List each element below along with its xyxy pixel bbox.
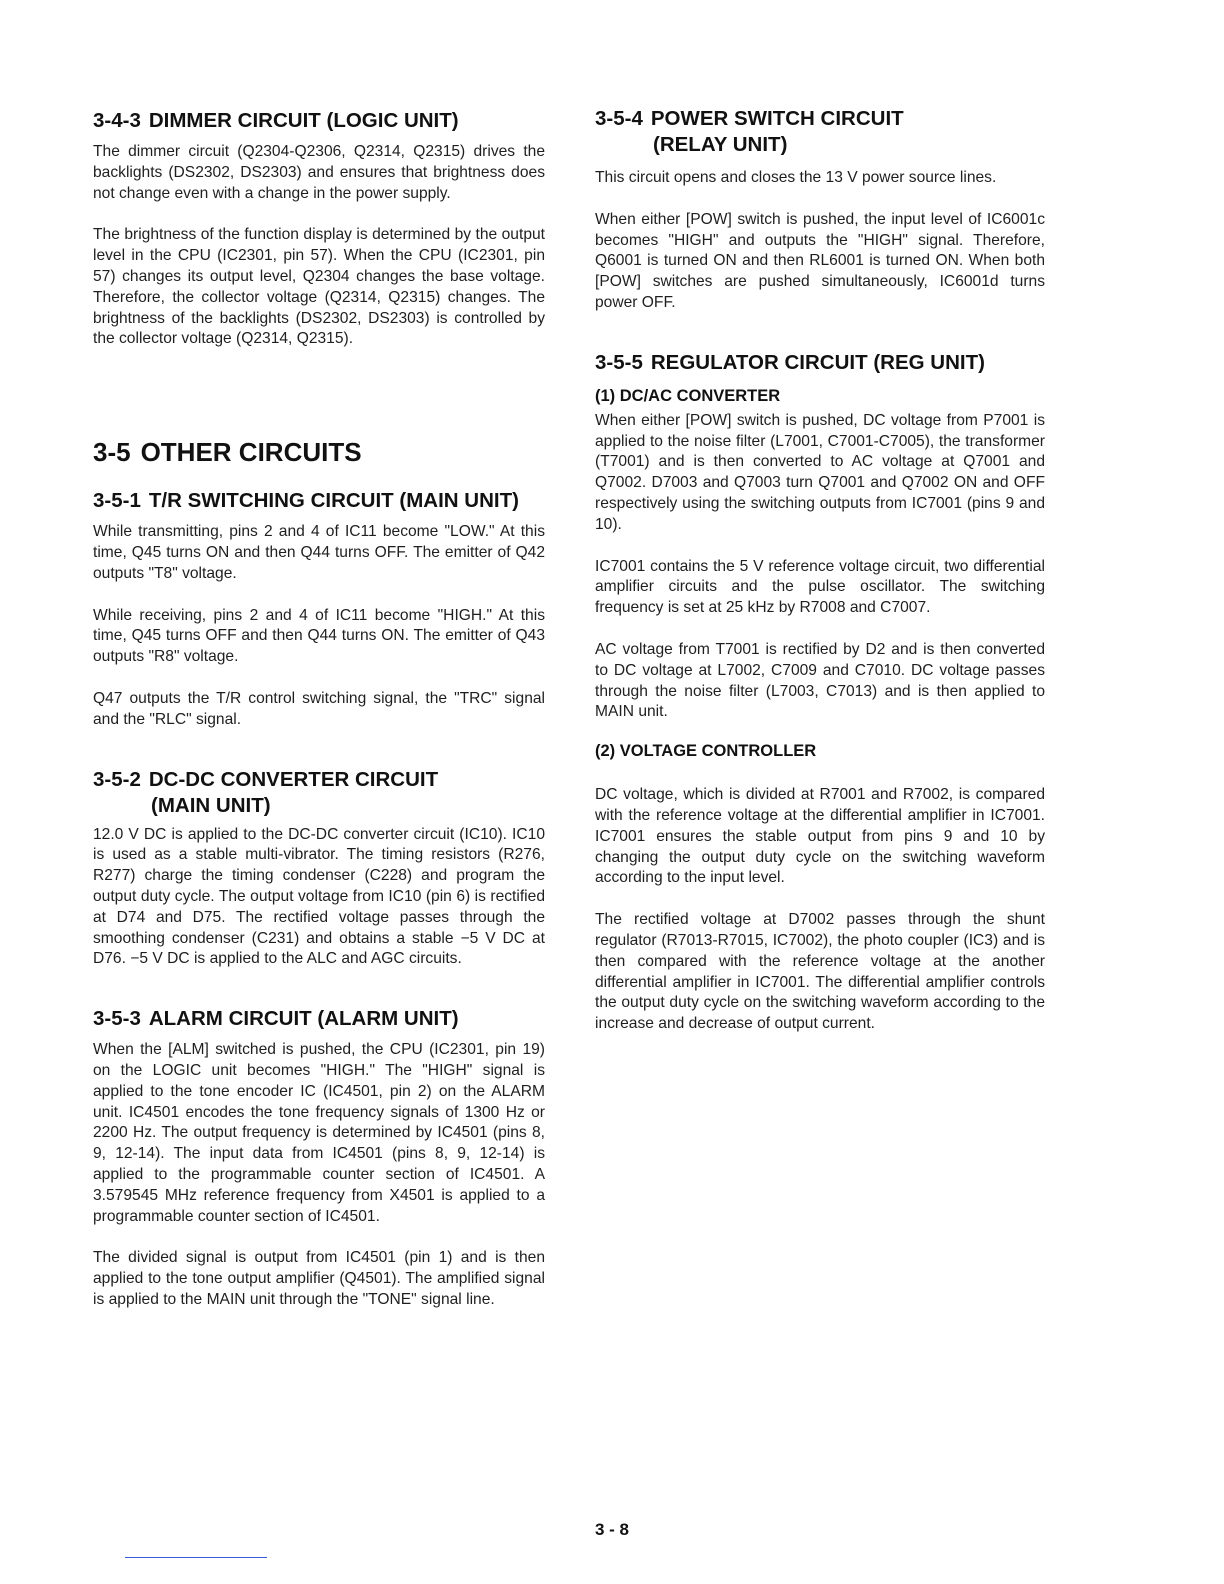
- paragraph: While transmitting, pins 2 and 4 of IC11 become "LOW." At this time, Q45 turns ON and then Q44 turns OFF. The emitter of Q42 outputs "T8" voltage.: [93, 523, 545, 582]
- section-3-5-2: [93, 767, 545, 971]
- paragraph: DC voltage, which is divided at R7001 and R7002, is compared with the reference voltage at the differential amplifier in IC7001. IC7001 ensures the stable output from pins 9 and 10 by changing the output duty cycle on the switching waveform according to the input level.: [595, 786, 1045, 887]
- section-heading: 3-5-2 DC-DC CONVERTER CIRCUIT (MAIN UNIT): [93, 767, 439, 817]
- paragraph: While receiving, pins 2 and 4 of IC11 become "HIGH." At this time, Q45 turns OFF and then Q44 turns ON. The emitter of Q43 outputs "R8" voltage.: [93, 606, 545, 666]
- section-3-4-3: [93, 108, 545, 350]
- paragraph: The rectified voltage at D7002 passes through the shunt regulator (R7013-R7015, IC7002), the photo coupler (IC3) and is then compared with the reference voltage at the another differential amplifier in IC7001. The differential amplifier controls the output duty cycle on the switching waveform according to the increase and decrease of output current.: [595, 911, 1045, 1033]
- paragraph: When either [POW] switch is pushed, DC voltage from P7001 is applied to the noise filter (L7001, C7001-C7005), the transformer (T7001) and is then converted to AC voltage at Q7001 and Q7002. D7003 and Q7003 turn Q7001 and Q7002 ON and OFF respectively using the switching outputs from IC7001 (pins 9 and 10).: [595, 411, 1045, 533]
- subsection-heading: (1) DC/AC CONVERTER: [595, 386, 781, 405]
- section-3-5-3: [93, 1006, 545, 1311]
- paragraph: This circuit opens and closes the 13 V power source lines.: [595, 169, 997, 186]
- footer-divider: [125, 1557, 267, 1558]
- section-3-5-4: [595, 106, 1045, 314]
- paragraph: The dimmer circuit (Q2304-Q2306, Q2314, Q2315) drives the backlights (DS2302, DS2303) and ensures that brightness does not change even with a change in the power supply.: [93, 143, 545, 202]
- paragraph: The brightness of the function display is determined by the output level in the CPU (IC2301, pin 57). When the CPU (IC2301, pin 57) changes its output level, Q2304 changes the base voltage. Therefore, the collector voltage (Q2314, Q2315) changes. The brightness of the backlights (DS2302, DS2303) is controlled by the collector voltage (Q2314, Q2315).: [93, 226, 545, 348]
- section-heading: 3-4-3 DIMMER CIRCUIT (LOGIC UNIT): [93, 109, 459, 132]
- section-heading: 3-5-1 T/R SWITCHING CIRCUIT (MAIN UNIT): [93, 489, 519, 513]
- section-3-5: [93, 436, 545, 468]
- section-3-5-5: [595, 350, 1045, 1035]
- paragraph: AC voltage from T7001 is rectified by D2 and is then converted to DC voltage at L7002, C7009 and C7010. DC voltage passes through the noise filter (L7003, C7013) and is then applied to MAIN unit.: [595, 640, 1045, 721]
- page-number: 3 - 8: [594, 1520, 630, 1539]
- section-heading: 3-5-3 ALARM CIRCUIT (ALARM UNIT): [93, 1007, 459, 1031]
- paragraph: When either [POW] switch is pushed, the input level of IC6001c becomes "HIGH" and outputs the "HIGH" signal. Therefore, Q6001 is turned ON and then RL6001 is turned ON. When both [POW] switches are pushed simultaneously, IC6001d turns power OFF.: [595, 210, 1045, 311]
- paragraph: The divided signal is output from IC4501 (pin 1) and is then applied to the tone output amplifier (Q4501). The amplified signal is applied to the MAIN unit through the "TONE" signal line.: [93, 1249, 545, 1308]
- section-heading: 3-5-4 POWER SWITCH CIRCUIT (RELAY UNIT): [595, 107, 904, 156]
- section-3-5-1: [93, 488, 545, 730]
- paragraph: IC7001 contains the 5 V reference voltage circuit, two differential amplifier circuits and the pulse oscillator. The switching frequency is set at 25 kHz by R7008 and C7007.: [595, 557, 1045, 617]
- paragraph: 12.0 V DC is applied to the DC-DC converter circuit (IC10). IC10 is used as a stable multi-vibrator. The timing resistors (R276, R277) charge the timing condenser (C228) and program the output duty cycle. The output voltage from IC10 (pin 6) is rectified at D74 and D75. The rectified voltage passes through the smoothing condenser (C231) and obtains a stable −5 V DC at D76. −5 V DC is applied to the ALC and AGC circuits.: [93, 825, 545, 968]
- right-column: [595, 106, 1045, 1035]
- subsection-heading: (2) VOLTAGE CONTROLLER: [595, 742, 817, 761]
- chapter-heading: 3-5 OTHER CIRCUITS: [93, 437, 362, 468]
- paragraph: Q47 outputs the T/R control switching signal, the "TRC" signal and the "RLC" signal.: [93, 689, 545, 728]
- left-column: [93, 108, 545, 1311]
- section-heading: 3-5-5 REGULATOR CIRCUIT (REG UNIT): [595, 350, 985, 374]
- paragraph: When the [ALM] switched is pushed, the CPU (IC2301, pin 19) on the LOGIC unit becomes "HIGH." The "HIGH" signal is applied to the tone encoder IC (IC4501, pin 2) on the ALARM unit. IC4501 encodes the tone frequency signals of 1300 Hz or 2200 Hz. The output frequency is determined by IC4501 (pins 8, 9, 12-14). The input data from IC4501 (pins 8, 9, 12-14) is applied to the programmable counter section of IC4501. A 3.579545 MHz reference frequency from X4501 is applied to a programmable counter section of IC4501.: [93, 1041, 545, 1225]
